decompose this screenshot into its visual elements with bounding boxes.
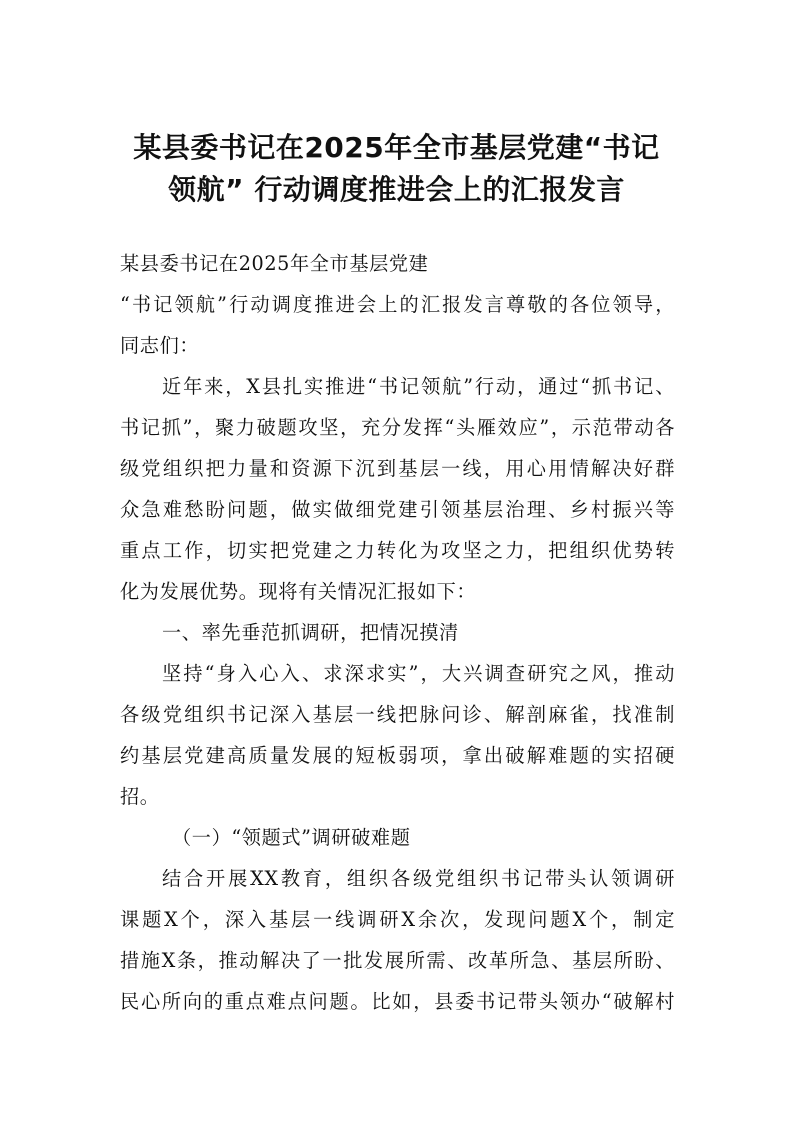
- body-line-5: 书记抓”，聚力破题攻坚，充分发挥“头雁效应”，示范带动各: [120, 416, 675, 439]
- body-line-13: 约基层党建高质量发展的短板弱项，拿出破解难题的实招硬: [120, 744, 675, 767]
- body-line-1: 某县委书记在2025年全市基层党建: [120, 252, 429, 275]
- body-line-7: 众急难愁盼问题，做实做细党建引领基层治理、乡村振兴等: [120, 498, 675, 521]
- body-line-19: 民心所向的重点难点问题。比如，县委书记带头领办“破解村: [120, 990, 675, 1013]
- body-line-12: 各级党组织书记深入基层一线把脉问诊、解剖麻雀，找准制: [120, 703, 675, 726]
- body-line-11: 坚持“身入心入、求深求实”，大兴调查研究之风，推动: [162, 662, 675, 685]
- subsection-heading-1: （一）“领题式”调研破难题: [172, 826, 411, 849]
- body-line-9: 化为发展优势。现将有关情况汇报如下：: [120, 580, 477, 603]
- body-line-16: 结合开展XX教育，组织各级党组织书记带头认领调研: [162, 867, 675, 890]
- body-line-3: 同志们：: [120, 334, 200, 357]
- body-line-6: 级党组织把力量和资源下沉到基层一线，用心用情解决好群: [120, 457, 675, 480]
- document-title-line-1: 某县委书记在2025年全市基层党建“书记: [133, 131, 660, 164]
- body-line-18: 措施X条，推动解决了一批发展所需、改革所急、基层所盼、: [120, 949, 675, 972]
- body-line-8: 重点工作，切实把党建之力转化为攻坚之力，把组织优势转: [120, 539, 675, 562]
- body-line-14: 招。: [120, 785, 160, 808]
- body-line-2: “书记领航”行动调度推进会上的汇报发言尊敬的各位领导，: [120, 293, 675, 316]
- body-line-17: 课题X个，深入基层一线调研X余次，发现问题X个，制定: [120, 908, 675, 931]
- document-title-line-2: 领航” 行动调度推进会上的汇报发言: [168, 173, 625, 206]
- body-line-4: 近年来，X县扎实推进“书记领航”行动，通过“抓书记、: [162, 375, 675, 398]
- section-heading-1: 一、率先垂范抓调研，把情况摸清: [162, 621, 459, 644]
